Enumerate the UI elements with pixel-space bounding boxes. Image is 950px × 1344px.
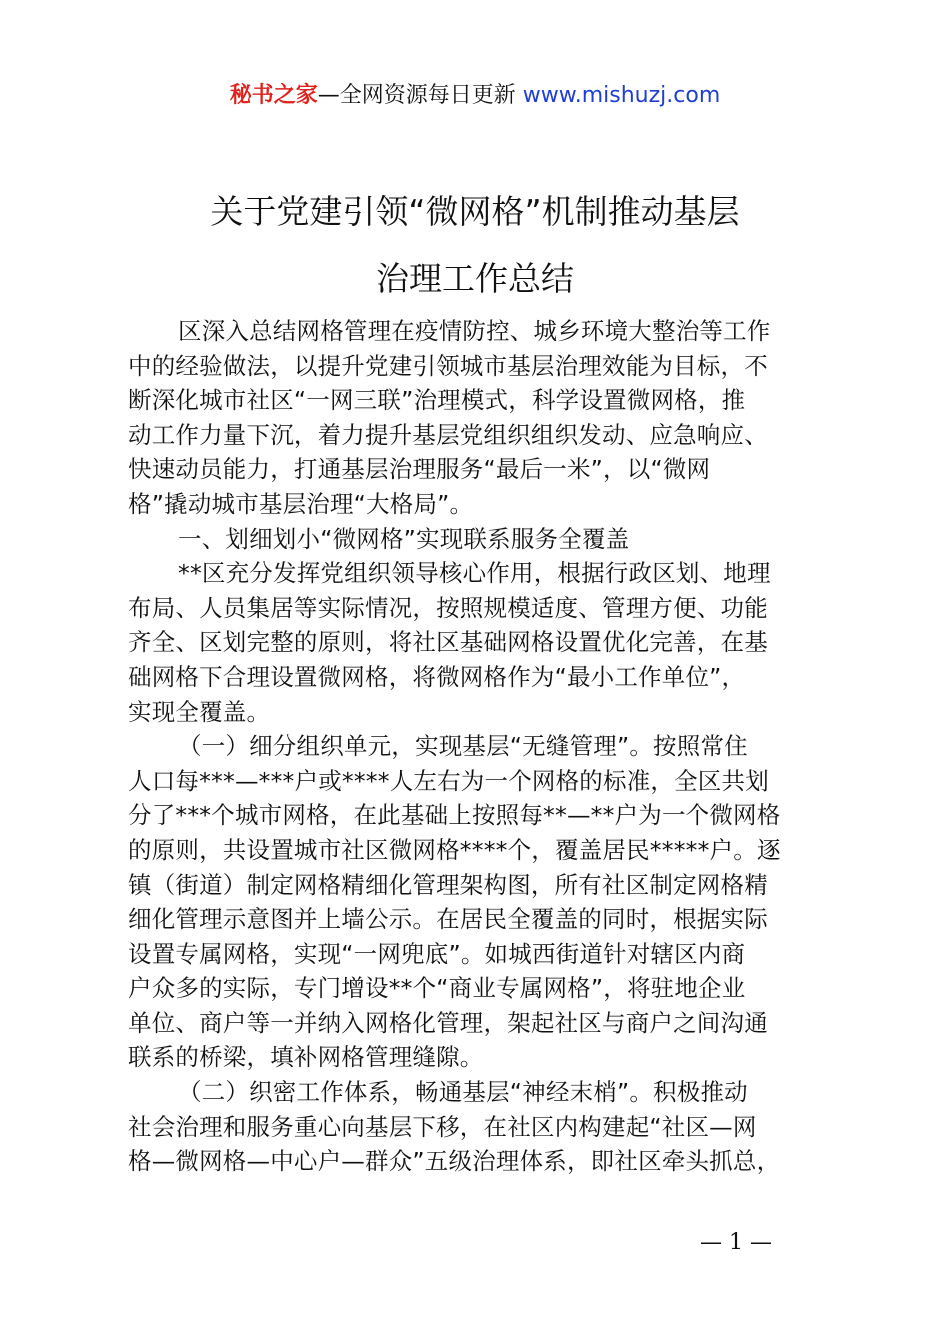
site-url-link[interactable]: www.mishuzj.com bbox=[522, 83, 721, 108]
body-line: 细化管理示意图并上墙公示。在居民全覆盖的同时，根据实际 bbox=[128, 905, 768, 934]
body-line: 社会治理和服务重心向基层下移，在社区内构建起“社区—网 bbox=[128, 1112, 757, 1141]
body-line: 快速动员能力，打通基层治理服务“最后一米”，以“微网 bbox=[128, 455, 711, 484]
body-line: 布局、人员集居等实际情况，按照规模适度、管理方便、功能 bbox=[128, 593, 768, 622]
body-line: 实现全覆盖。 bbox=[128, 697, 271, 726]
body-line: 断深化城市社区“一网三联”治理模式，科学设置微网格，推 bbox=[128, 386, 746, 415]
body-line: 设置专属网格，实现“一网兜底”。如城西街道针对辖区内商 bbox=[128, 939, 746, 968]
body-line: 格—微网格—中心户—群众”五级治理体系，即社区牵头抓总， bbox=[128, 1147, 781, 1176]
document-title-line-1: 关于党建引领“微网格”机制推动基层 bbox=[210, 192, 740, 231]
document-title-line-2: 治理工作总结 bbox=[376, 259, 574, 298]
body-line: 区深入总结网格管理在疫情防控、城乡环境大整治等工作 bbox=[178, 317, 771, 345]
body-line: 动工作力量下沉，着力提升基层党组织组织发动、应急响应、 bbox=[128, 420, 768, 449]
subsection-line: （二）织密工作体系，畅通基层“神经末梢”。积极推动 bbox=[178, 1078, 748, 1107]
site-header bbox=[0, 80, 950, 112]
body-line: 中的经验做法，以提升党建引领城市基层治理效能为目标，不 bbox=[128, 351, 768, 380]
body-line: **区充分发挥党组织领导核心作用，根据行政区划、地理 bbox=[178, 559, 771, 588]
body-line: 分了***个城市网格，在此基础上按照每**—**户为一个微网格 bbox=[128, 801, 781, 830]
body-line: 人口每***—***户或****人左右为一个网格的标准，全区共划 bbox=[128, 766, 769, 795]
page-number: — 1 — bbox=[700, 1230, 772, 1255]
document-body bbox=[128, 314, 833, 1179]
body-line: 齐全、区划完整的原则，将社区基础网格设置优化完善，在基 bbox=[128, 628, 768, 657]
body-line: 户众多的实际，专门增设**个“商业专属网格”，将驻地企业 bbox=[128, 974, 746, 1003]
body-line: 镇（街道）制定网格精细化管理架构图，所有社区制定网格精 bbox=[128, 870, 768, 899]
body-line: 格”撬动城市基层治理“大格局”。 bbox=[128, 489, 474, 518]
subsection-line: （一）细分组织单元，实现基层“无缝管理”。按照常住 bbox=[178, 732, 748, 761]
body-line: 联系的桥梁，填补网格管理缝隙。 bbox=[128, 1043, 484, 1072]
header-tagline: —全网资源每日更新 bbox=[317, 83, 523, 108]
brand-name: 秘书之家 bbox=[229, 83, 318, 108]
body-line: 单位、商户等一并纳入网格化管理，架起社区与商户之间沟通 bbox=[128, 1008, 768, 1037]
body-line: 的原则，共设置城市社区微网格****个，覆盖居民*****户。逐 bbox=[128, 835, 781, 864]
section-heading: 一、划细划小“微网格”实现联系服务全覆盖 bbox=[178, 524, 630, 553]
body-line: 础网格下合理设置微网格，将微网格作为“最小工作单位”， bbox=[128, 662, 746, 691]
